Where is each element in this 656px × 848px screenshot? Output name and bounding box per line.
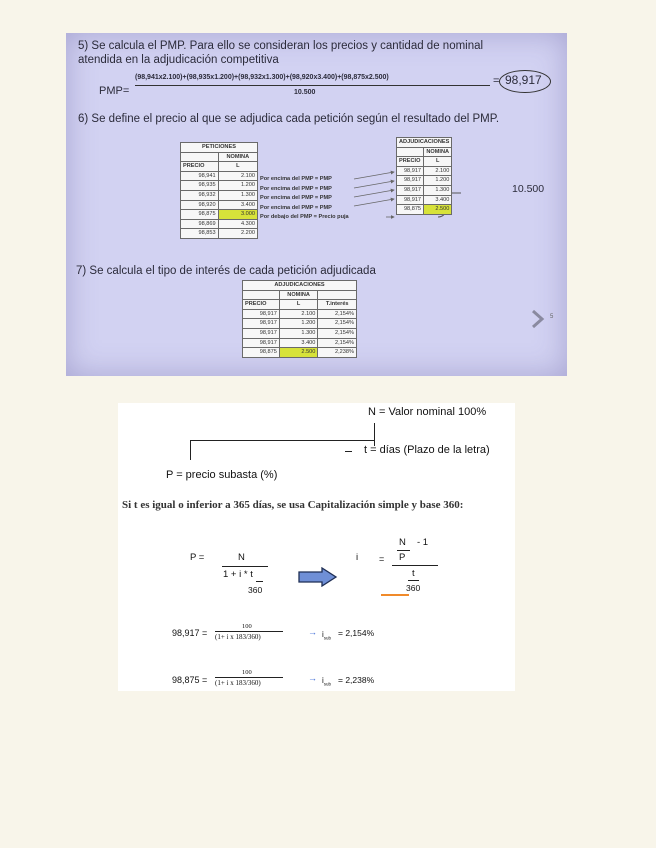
table-row: 98,853 2.200: [181, 229, 258, 239]
f2-num-bottom: P: [399, 552, 406, 563]
pmp-numerator: (98,941x2.100)+(98,935x1.200)+(98,932x1.300)+(98,920x3.400)+(98,875x2.500): [135, 74, 389, 81]
p-connector-h: [190, 440, 374, 441]
ex2-i: $i_{sub}$: [322, 676, 332, 687]
table-row: 98,917 1.200: [397, 176, 452, 186]
table-row: 98,935 1.200: [181, 181, 258, 191]
f2-inner-bar: [397, 550, 410, 551]
peticion-note: Por debajo del PMP = Precio puja: [260, 214, 349, 220]
adjudicaciones-table: ADJUDICACIONES NOMINA PRECIO L 98,917 2.100 98,917 1.200 98,917 1.300 98,917 3.400 98,875 2.500: [396, 137, 452, 215]
peticiones-title: PETICIONES: [181, 143, 258, 153]
label-t: t = días (Plazo de la letra): [364, 444, 490, 456]
orange-underline: [381, 594, 409, 596]
pmp-equals: =: [493, 75, 500, 87]
adjudicaciones-interes-table: ADJUDICACIONES NOMINA PRECIO L T.interés 98,917 2.100 2,154% 98,917 1.200 2,154% 98,917 1.300 2,154% 98,917 3.400 2,154% 98,875 2.500 2,238%: [242, 280, 357, 358]
peticion-note: Por encima del PMP = PMP: [260, 185, 332, 192]
f2-fraction-bar: [392, 565, 438, 566]
i-sub: sub: [323, 635, 332, 641]
f1-fraction-bar: [222, 566, 268, 567]
label-p: P = precio subasta (%): [166, 469, 278, 481]
peticiones-col-nominal: NOMINA: [218, 152, 257, 162]
ex2-price: 98,875 =: [172, 675, 208, 685]
rule-text: Si t es igual o inferior a 365 días, se usa Capitalización simple y base 360:: [122, 499, 464, 511]
pmp-label: PMP=: [99, 85, 130, 97]
table-row: 98,875 3.000: [181, 210, 258, 220]
pmp-result: 98,917: [505, 73, 542, 87]
table-row: 98,917 1.300: [397, 185, 452, 195]
ex1-fraction-bar: [215, 631, 283, 632]
f2-i: i: [356, 552, 359, 563]
i-sub: sub: [323, 681, 332, 687]
step5-line2: atendida en la adjudicación competitiva: [78, 54, 279, 66]
ex1-den: (1+ i x 183/360): [215, 633, 261, 641]
table-row: 98,875 2.500 2,238%: [243, 348, 357, 358]
label-n: N = Valor nominal 100%: [368, 406, 487, 418]
peticion-note: Por encima del PMP = PMP: [260, 176, 332, 182]
table-row: 98,917 2.100: [397, 166, 452, 176]
table-row: 98,920 3.400: [181, 200, 258, 210]
adjudicaciones-title: ADJUDICACIONES: [397, 138, 452, 148]
ex2-den: (1+ i x 183/360): [215, 679, 261, 687]
f1-t-bar: [256, 581, 263, 582]
f1-p: P =: [190, 552, 205, 563]
table-row: 98,869 4.300: [181, 219, 258, 229]
step6-text: 6) Se define el precio al que se adjudica cada petición según el resultado del PMP.: [78, 113, 500, 125]
peticiones-col-nominal-unit: L: [218, 162, 257, 172]
slide-photo: [66, 33, 567, 376]
t-connector: [345, 451, 352, 452]
peticion-note: Por encima del PMP = PMP: [260, 204, 332, 211]
n-connector: [374, 423, 375, 446]
table-row: 98,917 3.400: [397, 195, 452, 205]
ex1-price: 98,917 =: [172, 628, 208, 638]
formula-panel: [118, 403, 515, 691]
f2-eq: =: [379, 554, 385, 564]
peticion-note: Por encima del PMP = PMP: [260, 195, 332, 201]
pmp-denominator: 10.500: [294, 89, 316, 96]
f2-num-top: N: [399, 537, 406, 548]
page-number: 5: [550, 314, 554, 320]
ex1-result: = 2,154%: [338, 628, 375, 638]
table-row: 98,917 3.400 2,154%: [243, 338, 357, 348]
f2-minus-one: - 1: [417, 537, 429, 548]
arrow-right-icon: [298, 567, 338, 587]
step7-text: 7) Se calcula el tipo de interés de cada petición adjudicada: [76, 265, 376, 277]
table-row: 98,932 1.300: [181, 190, 258, 200]
table-row: 98,917 1.300 2,154%: [243, 328, 357, 338]
f2-den-bottom: 360: [406, 583, 421, 593]
adjudicaciones-total: 10.500: [512, 183, 545, 195]
ex2-arrow: →: [308, 673, 317, 683]
f1-num: N: [238, 552, 245, 563]
f1-den-sub: 360: [248, 585, 263, 595]
ex1-num: 100: [242, 623, 252, 630]
table-row: 98,917 1.200 2,154%: [243, 319, 357, 329]
ex2-result: = 2,238%: [338, 675, 375, 685]
peticiones-col-precio: PRECIO: [181, 162, 219, 172]
table-row: 98,875 2.500: [397, 205, 452, 215]
step5-line1: 5) Se calcula el PMP. Para ello se consideran los precios y cantidad de nominal: [78, 40, 484, 52]
f2-den-bar: [408, 580, 419, 581]
ex2-fraction-bar: [215, 677, 283, 678]
f1-den: 1 + i * t: [223, 569, 253, 580]
table-row: 98,917 2.100 2,154%: [243, 309, 357, 319]
chevron-right-icon[interactable]: [530, 309, 546, 329]
table-row: 98,941 2.100: [181, 171, 258, 181]
ex1-i: $i_{sub}$: [322, 630, 332, 641]
p-connector-v: [190, 440, 191, 460]
ex2-num: 100: [242, 669, 252, 676]
ex1-arrow: →: [308, 627, 317, 637]
f2-den-top: t: [412, 568, 415, 579]
